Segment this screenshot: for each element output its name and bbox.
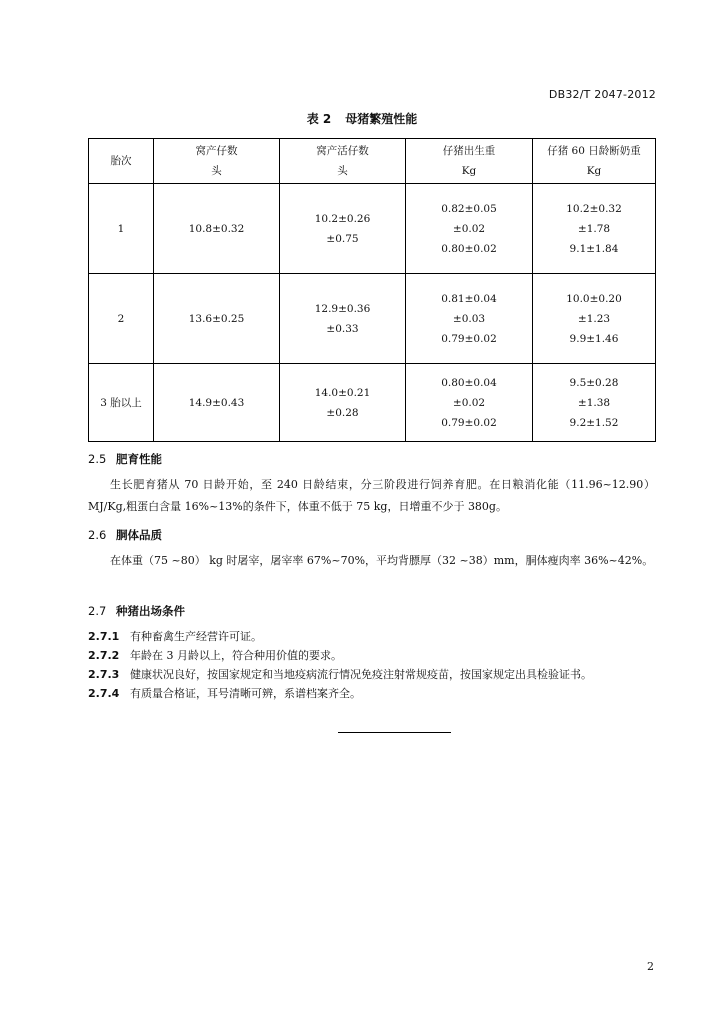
cell-birth-weight: 0.80±0.04 ±0.02 0.79±0.02 xyxy=(406,364,533,442)
table-row xyxy=(89,274,656,364)
cell-birth-weight: 0.81±0.04 ±0.03 0.79±0.02 xyxy=(406,274,533,364)
section-number: 2.7 xyxy=(88,604,107,618)
cell-parity: 1 xyxy=(89,184,154,274)
end-of-document-rule xyxy=(338,732,451,733)
cell-parity: 2 xyxy=(89,274,154,364)
cell-live-litter: 14.0±0.21 ±0.28 xyxy=(280,364,406,442)
cell-live-litter: 12.9±0.36 ±0.33 xyxy=(280,274,406,364)
table-header-row xyxy=(89,139,656,184)
col-header-litter-size: 窝产仔数 头 xyxy=(154,139,280,184)
clause-text: 有质量合格证，耳号清晰可辨，系谱档案齐全。 xyxy=(130,687,361,700)
clause-item xyxy=(88,648,668,664)
standard-number: DB32/T 2047-2012 xyxy=(548,88,656,101)
table-row xyxy=(89,364,656,442)
col-header-live-litter: 窝产活仔数 头 xyxy=(280,139,406,184)
section-title: 肥育性能 xyxy=(116,452,162,466)
cell-litter-size: 10.8±0.32 xyxy=(154,184,280,274)
cell-litter-size: 14.9±0.43 xyxy=(154,364,280,442)
table-caption-title: 母猪繁殖性能 xyxy=(345,112,418,126)
sow-reproduction-table xyxy=(88,138,656,442)
page-number: 2 xyxy=(647,960,654,973)
clause-number: 2.7.3 xyxy=(88,668,120,681)
cell-litter-size: 13.6±0.25 xyxy=(154,274,280,364)
clause-item xyxy=(88,686,668,702)
section-title: 种猪出场条件 xyxy=(116,604,185,618)
section-number: 2.5 xyxy=(88,452,107,466)
clause-number: 2.7.2 xyxy=(88,649,120,662)
cell-weaning-weight: 10.0±0.20 ±1.23 9.9±1.46 xyxy=(533,274,656,364)
cell-weaning-weight: 10.2±0.32 ±1.78 9.1±1.84 xyxy=(533,184,656,274)
section-heading-breeding-release xyxy=(88,603,185,619)
table-caption xyxy=(0,110,724,127)
section-heading-fattening xyxy=(88,451,162,467)
cell-birth-weight: 0.82±0.05 ±0.02 0.80±0.02 xyxy=(406,184,533,274)
clause-text: 有种畜禽生产经营许可证。 xyxy=(130,630,262,643)
col-header-birth-weight: 仔猪出生重 Kg xyxy=(406,139,533,184)
cell-parity: 3 胎以上 xyxy=(89,364,154,442)
cell-live-litter: 10.2±0.26 ±0.75 xyxy=(280,184,406,274)
clause-item xyxy=(88,629,668,645)
clause-text: 年龄在 3 月龄以上，符合种用价值的要求。 xyxy=(130,649,342,662)
section-body-carcass: 在体重（75 ~80） kg 时屠宰，屠宰率 67%~70%，平均背膘厚（32 ~38）mm，胴体瘦肉率 36%~42%。 xyxy=(110,554,654,567)
section-body-fattening: 生长肥育猪从 70 日龄开始，至 240 日龄结束，分三阶段进行饲养育肥。在日粮消化能（11.96~12.90）MJ/Kg,粗蛋白含量 16%~13%的条件下，体重不低于 75 kg，日增重不少于 380g。 xyxy=(88,478,655,513)
table-row xyxy=(89,184,656,274)
clause-number: 2.7.1 xyxy=(88,630,120,643)
table-caption-label: 表 2 xyxy=(306,112,332,126)
clause-text: 健康状况良好，按国家规定和当地疫病流行情况免疫注射常规疫苗，按国家规定出具检验证书。 xyxy=(130,668,592,681)
col-header-parity: 胎次 xyxy=(89,139,154,184)
section-number: 2.6 xyxy=(88,528,107,542)
section-heading-carcass xyxy=(88,527,162,543)
section-title: 胴体品质 xyxy=(116,528,162,542)
clause-item xyxy=(88,667,668,683)
col-header-weaning-weight: 仔猪 60 日龄断奶重 Kg xyxy=(533,139,656,184)
clause-number: 2.7.4 xyxy=(88,687,120,700)
cell-weaning-weight: 9.5±0.28 ±1.38 9.2±1.52 xyxy=(533,364,656,442)
